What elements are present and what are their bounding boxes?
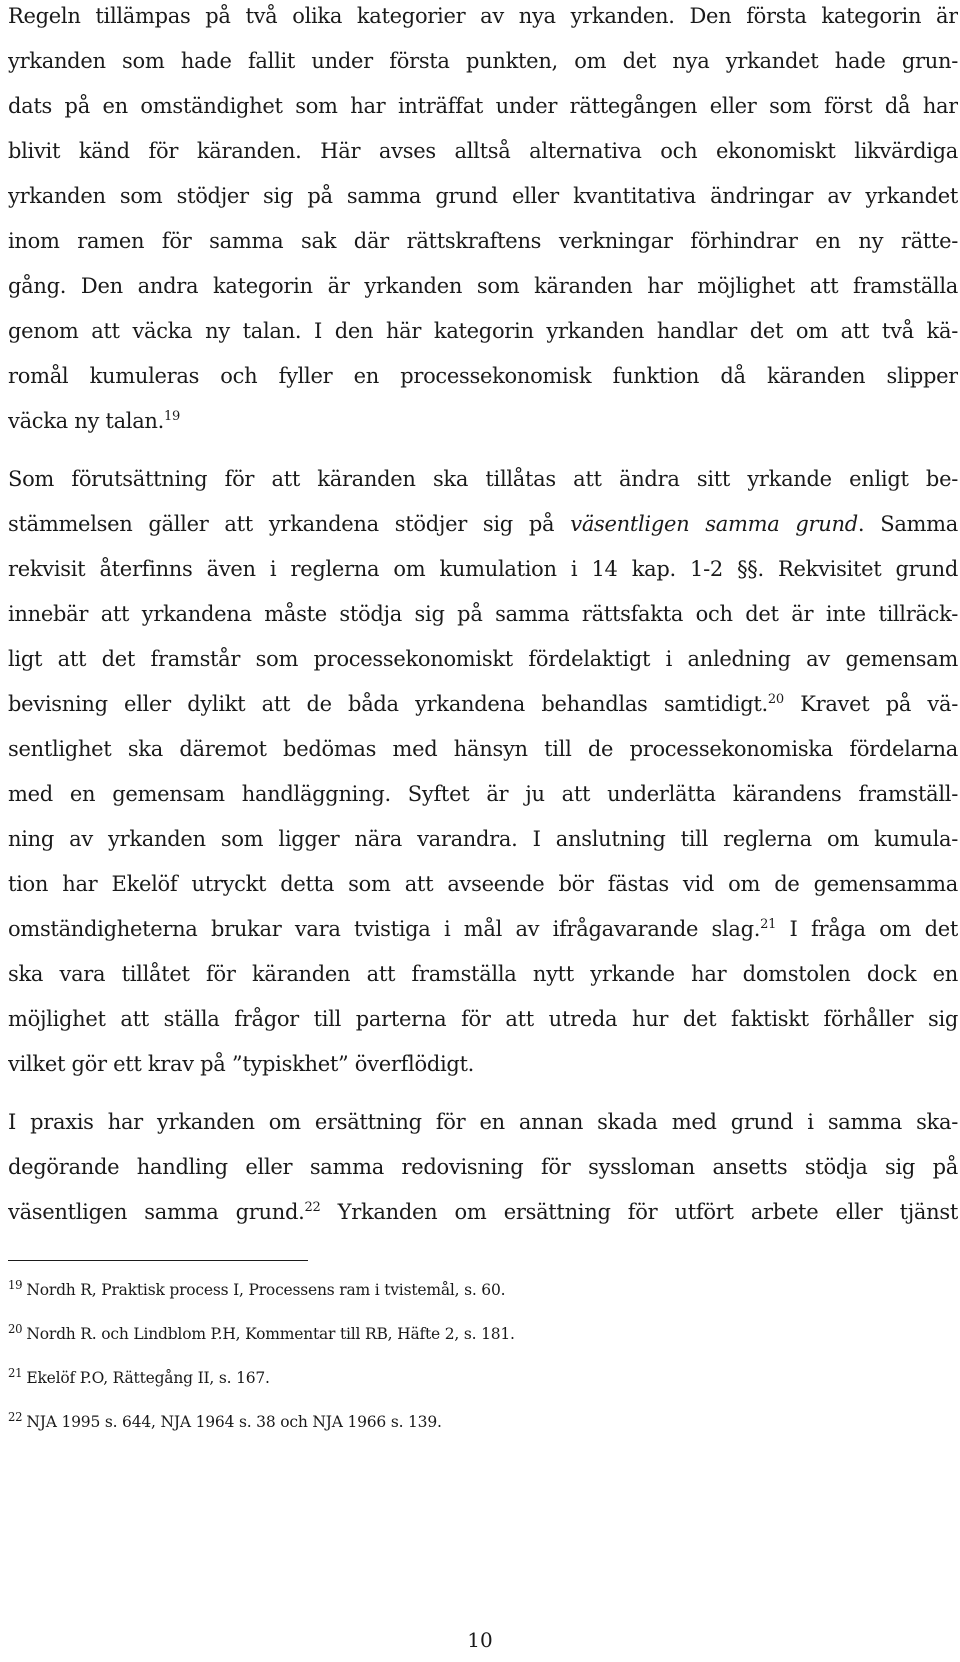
body-line: I praxis har yrkanden om ersättning för en annan skada med grund i samma ska- (8, 1110, 958, 1134)
body-line: genom att väcka ny talan. I den här kategorin yrkanden handlar det om att två kä- (8, 319, 958, 343)
body-line: gång. Den andra kategorin är yrkanden som käranden har möjlighet att framställa (8, 274, 958, 298)
footnote (8, 1409, 442, 1431)
body-text: Kravet på vä- (783, 692, 958, 716)
body-line: blivit känd för käranden. Här avses alltså alternativa och ekonomiskt likvärdiga (8, 139, 958, 163)
footnote-text: Nordh R. och Lindblom P.H, Kommentar till RB, Häfte 2, s. 181. (26, 1325, 515, 1343)
body-line: romål kumuleras och fyller en processekonomisk funktion då käranden slipper (8, 364, 958, 388)
body-line (8, 692, 958, 716)
footnote-number: 20 (8, 1321, 23, 1336)
footnote-text: Ekelöf P.O, Rättegång II, s. 167. (26, 1369, 270, 1387)
body-line: vilket gör ett krav på ”typiskhet” överflödigt. (8, 1052, 475, 1076)
body-line (8, 512, 958, 536)
body-text: Yrkanden om ersättning för utfört arbete eller tjänst (320, 1200, 958, 1224)
footnote-ref: 20 (767, 692, 784, 707)
body-line: ning av yrkanden som ligger nära varandra. I anslutning till reglerna om kumula- (8, 827, 958, 851)
body-line: tion har Ekelöf utryckt detta som att avseende bör fästas vid om de gemensamma (8, 872, 958, 896)
footnote-ref: 22 (304, 1200, 321, 1215)
footnote (8, 1321, 515, 1343)
body-line (8, 1200, 958, 1224)
footnote-number: 19 (8, 1277, 23, 1292)
footnote (8, 1277, 506, 1299)
body-line: yrkanden som stödjer sig på samma grund eller kvantitativa ändringar av yrkandet (8, 184, 958, 208)
footnote-separator (8, 1260, 308, 1261)
body-text: väcka ny talan. (8, 409, 165, 433)
body-line: Regeln tillämpas på två olika kategorier av nya yrkanden. Den första kategorin är (8, 4, 958, 28)
body-line: yrkanden som hade fallit under första punkten, om det nya yrkandet hade grun- (8, 49, 958, 73)
footnote (8, 1365, 270, 1387)
footnote-number: 22 (8, 1409, 23, 1424)
body-text: stämmelsen gäller att yrkandena stödjer sig på (8, 512, 571, 536)
emphasis-text: väsentligen samma grund (570, 512, 858, 536)
body-line: inom ramen för samma sak där rättskraftens verkningar förhindrar en ny rätte- (8, 229, 958, 253)
body-text: omständigheterna brukar vara tvistiga i mål av ifrågavarande slag. (8, 917, 761, 941)
body-line: Som förutsättning för att käranden ska tillåtas att ändra sitt yrkande enligt be- (8, 467, 958, 491)
body-line: sentlighet ska däremot bedömas med hänsyn till de processekonomiska fördelarna (8, 737, 958, 761)
body-line (8, 917, 958, 941)
body-text: I fråga om det (776, 917, 958, 941)
footnote-ref: 19 (164, 409, 180, 424)
body-line (8, 409, 958, 433)
footnote-text: Nordh R, Praktisk process I, Processens ram i tvistemål, s. 60. (26, 1281, 506, 1299)
body-line: möjlighet att ställa frågor till parterna för att utreda hur det faktiskt förhåller sig (8, 1007, 958, 1031)
body-line: innebär att yrkandena måste stödja sig på samma rättsfakta och det är inte tillräck- (8, 602, 958, 626)
body-line: ligt att det framstår som processekonomiskt fördelaktigt i anledning av gemensam (8, 647, 958, 671)
body-line: med en gemensam handläggning. Syftet är ju att underlätta kärandens framställ- (8, 782, 958, 806)
footnote-ref: 21 (760, 917, 777, 932)
body-line: rekvisit återfinns även i reglerna om kumulation i 14 kap. 1-2 §§. Rekvisitet grund (8, 557, 958, 581)
footnote-text: NJA 1995 s. 644, NJA 1964 s. 38 och NJA 1966 s. 139. (26, 1413, 442, 1431)
body-text: bevisning eller dylikt att de båda yrkandena behandlas samtidigt. (8, 692, 768, 716)
body-line: degörande handling eller samma redovisning för syssloman ansetts stödja sig på (8, 1155, 958, 1179)
body-text: väsentligen samma grund. (8, 1200, 305, 1224)
body-text: . Samma (857, 512, 958, 536)
body-line: ska vara tillåtet för käranden att framställa nytt yrkande har domstolen dock en (8, 962, 958, 986)
page-number: 10 (467, 1628, 493, 1652)
footnote-number: 21 (8, 1365, 23, 1380)
body-line: dats på en omständighet som har inträffat under rättegången eller som först då har (8, 94, 958, 118)
